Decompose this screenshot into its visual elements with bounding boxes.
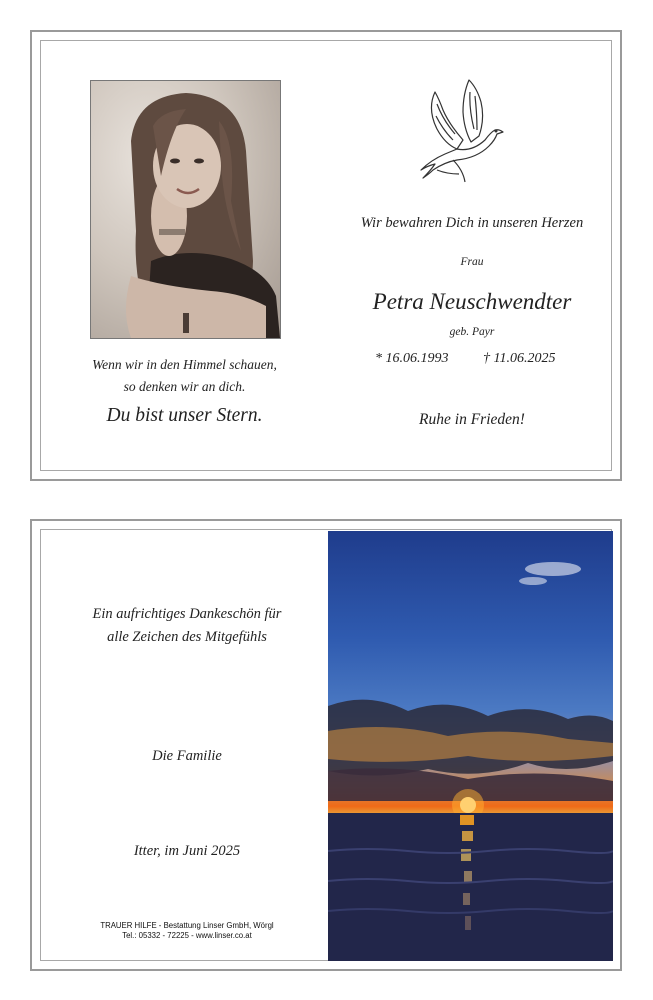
portrait-photo [90, 80, 281, 339]
obituary-card-back [30, 519, 622, 971]
dove-icon [417, 74, 507, 189]
footer-line-2: Tel.: 05332 - 72225 - www.linser.co.at [122, 931, 252, 940]
sunset-illustration [328, 531, 613, 961]
honorific: Frau [460, 256, 484, 268]
deceased-name: Petra Neuschwendter [372, 289, 572, 314]
place-date: Itter, im Juni 2025 [133, 843, 241, 859]
thanks-line-2: alle Zeichen des Mitgefühls [107, 629, 267, 645]
thanks-text [72, 603, 302, 649]
motto: Wir bewahren Dich in unseren Herzen [360, 215, 584, 231]
verse-line-1: Wenn wir in den Himmel schauen, [92, 357, 277, 372]
footer-line-1: TRAUER HILFE - Bestattung Linser GmbH, Wörgl [100, 921, 274, 930]
star-line: Du bist unser Stern. [106, 405, 263, 426]
death-date: † 11.06.2025 [483, 351, 556, 366]
family-signature: Die Familie [152, 748, 222, 764]
portrait-illustration [91, 81, 280, 338]
obituary-card-front [30, 30, 622, 481]
rest-in-peace: Ruhe in Frieden! [419, 411, 525, 428]
maiden-name: geb. Payr [449, 326, 495, 338]
sunset-photo [328, 531, 613, 961]
verse-line-2: so denken wir an dich. [123, 379, 246, 394]
birth-date: * 16.06.1993 [375, 351, 449, 366]
thanks-line-1: Ein aufrichtiges Dankeschön für [92, 606, 282, 622]
undertaker-footer [72, 921, 302, 941]
memorial-verse [72, 354, 297, 398]
